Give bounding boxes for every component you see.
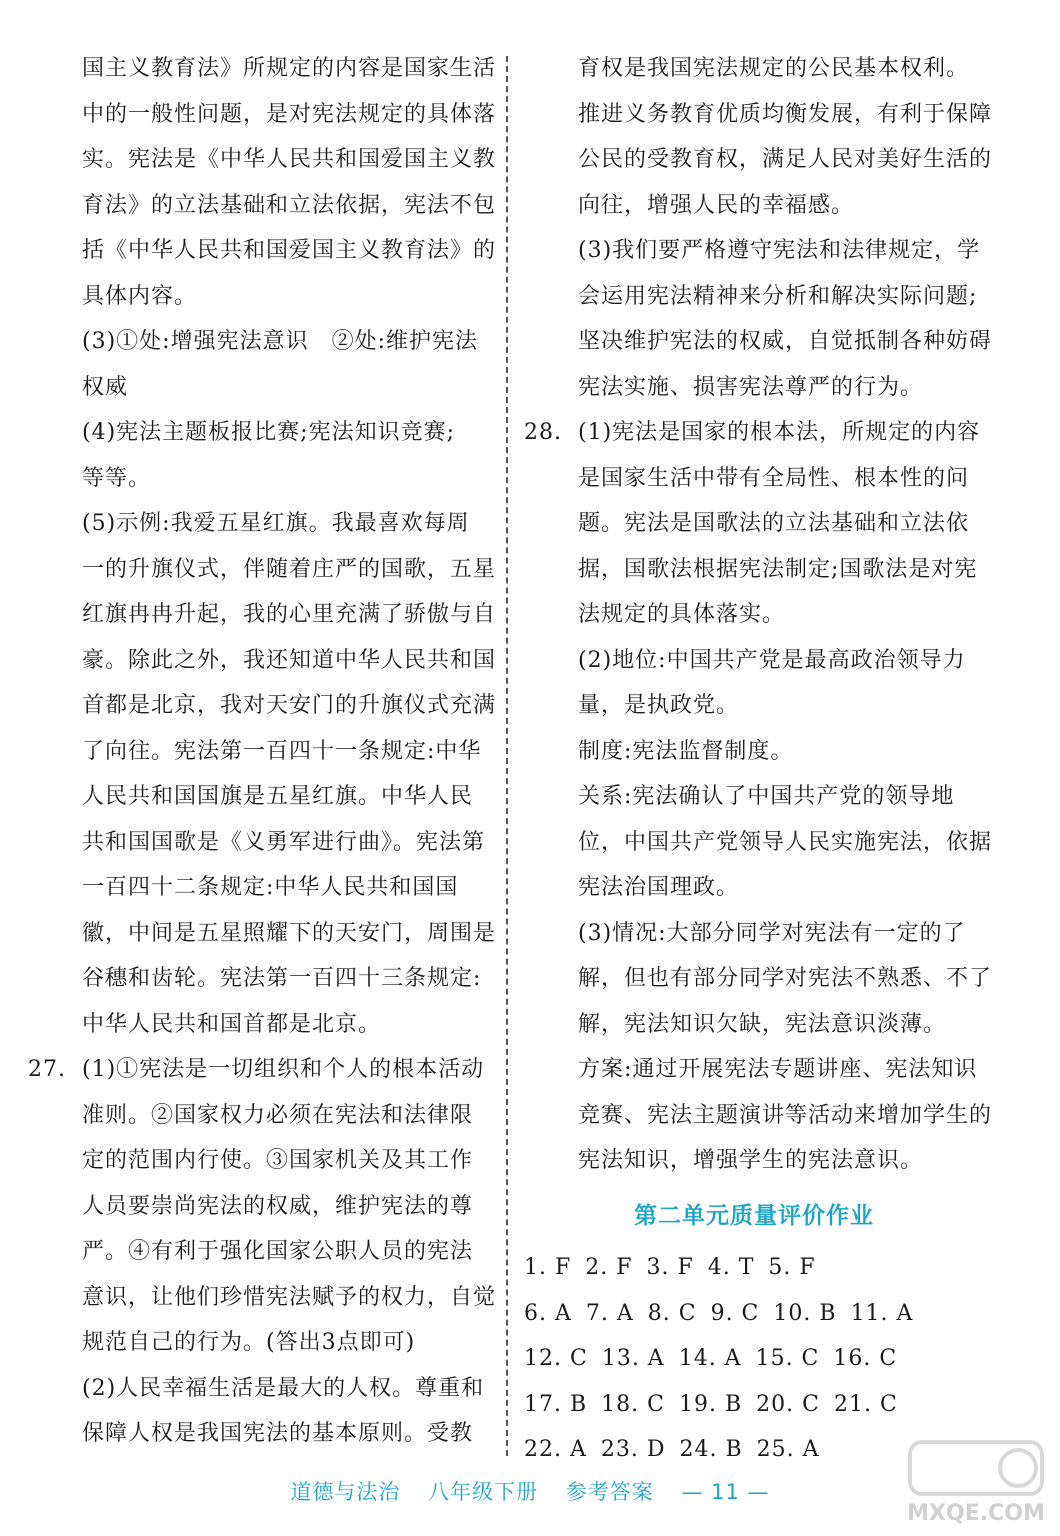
left-column xyxy=(28,46,497,1457)
text-line: 解，宪法知识欠缺，宪法意识淡薄。 xyxy=(578,1011,947,1037)
text-line: 豪。除此之外，我还知道中华人民共和国 xyxy=(82,647,497,673)
footer-subject: 道德与法治 xyxy=(290,1480,401,1504)
answer-row xyxy=(524,1245,984,1291)
answer-item: 6. A xyxy=(524,1300,572,1326)
text-line: 一的升旗仪式，伴随着庄严的国歌，五星 xyxy=(82,556,497,582)
text-line: 共和国国歌是《义勇军进行曲》。宪法第 xyxy=(82,829,486,855)
text-line: 会运用宪法精神来分析和解决实际问题; xyxy=(578,283,978,309)
answer-row xyxy=(524,1382,984,1428)
text-line: 严。④有利于强化国家公职人员的宪法 xyxy=(82,1239,474,1264)
text-line: 规范自己的行为。(答出3点即可) xyxy=(82,1330,416,1355)
answer-item: 9. C xyxy=(710,1300,760,1326)
text-line: 据，国歌法根据宪法制定;国歌法是对宪 xyxy=(578,556,978,582)
answer-item: 11. A xyxy=(850,1300,914,1326)
text-line: 位，中国共产党领导人民实施宪法，依据 xyxy=(578,829,993,855)
text-line: 向往，增强人民的幸福感。 xyxy=(578,192,855,218)
text-line: 人员要崇尚宪法的权威，维护宪法的尊 xyxy=(82,1193,474,1219)
text-line: 定的范围内行使。③国家机关及其工作 xyxy=(82,1148,474,1173)
text-line: 一百四十二条规定:中华人民共和国国 xyxy=(82,875,459,900)
answer-item: 10. B xyxy=(773,1300,837,1326)
text-line: 保障人权是我国宪法的基本原则。受教 xyxy=(82,1421,474,1446)
text-line: (2)地位:中国共产党是最高政治领导力 xyxy=(578,647,966,673)
text-line: 量，是执政党。 xyxy=(578,693,740,718)
answer-item: 21. C xyxy=(833,1391,898,1417)
text-line: 中的一般性问题，是对宪法规定的具体落 xyxy=(82,101,497,127)
answer-item: 22. A xyxy=(524,1437,587,1462)
text-line: 法规定的具体落实。 xyxy=(578,602,786,627)
text-line: 宪法实施、损害宪法尊严的行为。 xyxy=(578,374,924,400)
answer-item: 23. D xyxy=(600,1437,666,1462)
right-column xyxy=(524,46,993,1473)
answer-item: 15. C xyxy=(755,1346,820,1371)
text-line: 解，但也有部分同学对宪法不熟悉、不了 xyxy=(578,966,993,991)
answer-item: 25. A xyxy=(756,1437,820,1462)
text-line: 是国家生活中带有全局性、根本性的问 xyxy=(578,465,970,491)
question-28-first-line xyxy=(524,410,984,456)
text-line: 准则。②国家权力必须在宪法和法律限 xyxy=(82,1102,474,1128)
text-line: 题。宪法是国歌法的立法基础和立法依 xyxy=(578,511,970,536)
footer-label: 参考答案 xyxy=(565,1480,654,1504)
text-line: 了向往。宪法第一百四十一条规定:中华 xyxy=(82,738,482,764)
text-line: (2)人民幸福生活是最大的人权。尊重和 xyxy=(82,1375,485,1401)
text-line: 国主义教育法》所规定的内容是国家生活 xyxy=(82,56,497,81)
text-line: 具体内容。 xyxy=(82,283,198,309)
answer-item: 1. F xyxy=(524,1255,572,1280)
text-line: 首都是北京，我对天安门的升旗仪式充满 xyxy=(82,693,497,718)
footer-grade: 八年级下册 xyxy=(428,1480,539,1504)
question-number: 28. xyxy=(524,420,562,445)
text-line: 育权是我国宪法规定的公民基本权利。 xyxy=(578,56,970,81)
text-line: (1)①宪法是一切组织和个人的根本活动 xyxy=(82,1057,485,1082)
text-line: (4)宪法主题板报比赛;宪法知识竞赛; xyxy=(82,420,455,445)
answer-row xyxy=(524,1336,984,1382)
answer-item: 20. C xyxy=(756,1391,820,1417)
answer-item: 7. A xyxy=(585,1300,634,1326)
text-line: 谷穗和齿轮。宪法第一百四十三条规定: xyxy=(82,966,482,991)
watermark-logo-icon xyxy=(906,1436,1046,1528)
answer-item: 13. A xyxy=(601,1346,665,1371)
text-line: 公民的受教育权，满足人民对美好生活的 xyxy=(578,147,993,172)
text-line: 坚决维护宪法的权威，自觉抵制各种妨碍 xyxy=(578,329,993,354)
text-line: 徽，中间是五星照耀下的天安门，周围是 xyxy=(82,920,497,946)
answer-item: 17. B xyxy=(524,1391,588,1417)
footer-page-number: — 11 — xyxy=(681,1480,770,1504)
text-line: (5)示例:我爱五星红旗。我最喜欢每周 xyxy=(82,511,470,536)
question-number: 27. xyxy=(28,1057,66,1082)
answer-item: 4. T xyxy=(707,1255,755,1280)
text-line: 意识，让他们珍惜宪法赋予的权力，自觉 xyxy=(82,1284,497,1310)
text-line: 制度:宪法监督制度。 xyxy=(578,738,794,764)
text-line: 红旗冉冉升起，我的心里充满了骄傲与自 xyxy=(82,602,497,627)
question-27-first-line xyxy=(28,1047,494,1093)
text-line: 宪法治国理政。 xyxy=(578,875,740,900)
text-line: 等等。 xyxy=(82,465,152,491)
text-line: (3)①处:增强宪法意识 ②处:维护宪法 xyxy=(82,329,478,354)
answer-item: 5. F xyxy=(768,1255,816,1280)
text-line: 竞赛、宪法主题演讲等活动来增加学生的 xyxy=(578,1102,993,1128)
section-title: 第二单元质量评价作业 xyxy=(634,1202,874,1229)
text-line: 中华人民共和国首都是北京。 xyxy=(82,1011,382,1037)
text-line: 推进义务教育优质均衡发展，有利于保障 xyxy=(578,101,993,127)
answer-item: 14. A xyxy=(678,1346,742,1371)
answer-row xyxy=(524,1291,984,1337)
answer-item: 18. C xyxy=(601,1391,665,1417)
text-line: 方案:通过开展宪法专题讲座、宪法知识 xyxy=(578,1057,978,1082)
text-line: 育法》的立法基础和立法依据，宪法不包 xyxy=(82,192,497,218)
text-line: 宪法知识，增强学生的宪法意识。 xyxy=(578,1148,924,1173)
column-divider xyxy=(506,56,508,1456)
svg-text:MXQE.COM: MXQE.COM xyxy=(907,1501,1045,1526)
text-line: (3)我们要严格遵守宪法和法律规定，学 xyxy=(578,238,981,263)
answer-item: 3. F xyxy=(646,1255,694,1280)
answer-item: 2. F xyxy=(585,1255,633,1280)
text-line: 人民共和国国旗是五星红旗。中华人民 xyxy=(82,784,474,809)
text-line: (3)情况:大部分同学对宪法有一定的了 xyxy=(578,920,966,946)
text-line: 括《中华人民共和国爱国主义教育法》的 xyxy=(82,238,497,263)
answer-item: 16. C xyxy=(833,1346,898,1371)
answer-item: 24. B xyxy=(679,1437,743,1462)
text-line: 权威 xyxy=(82,374,129,400)
answer-item: 12. C xyxy=(524,1346,588,1371)
text-line: 实。宪法是《中华人民共和国爱国主义教 xyxy=(82,147,497,172)
page-footer xyxy=(0,1476,1060,1506)
answer-item: 8. C xyxy=(647,1300,697,1326)
text-line: 关系:宪法确认了中国共产党的领导地 xyxy=(578,784,955,809)
answer-item: 19. B xyxy=(678,1391,743,1417)
text-line: (1)宪法是国家的根本法，所规定的内容 xyxy=(578,420,981,445)
